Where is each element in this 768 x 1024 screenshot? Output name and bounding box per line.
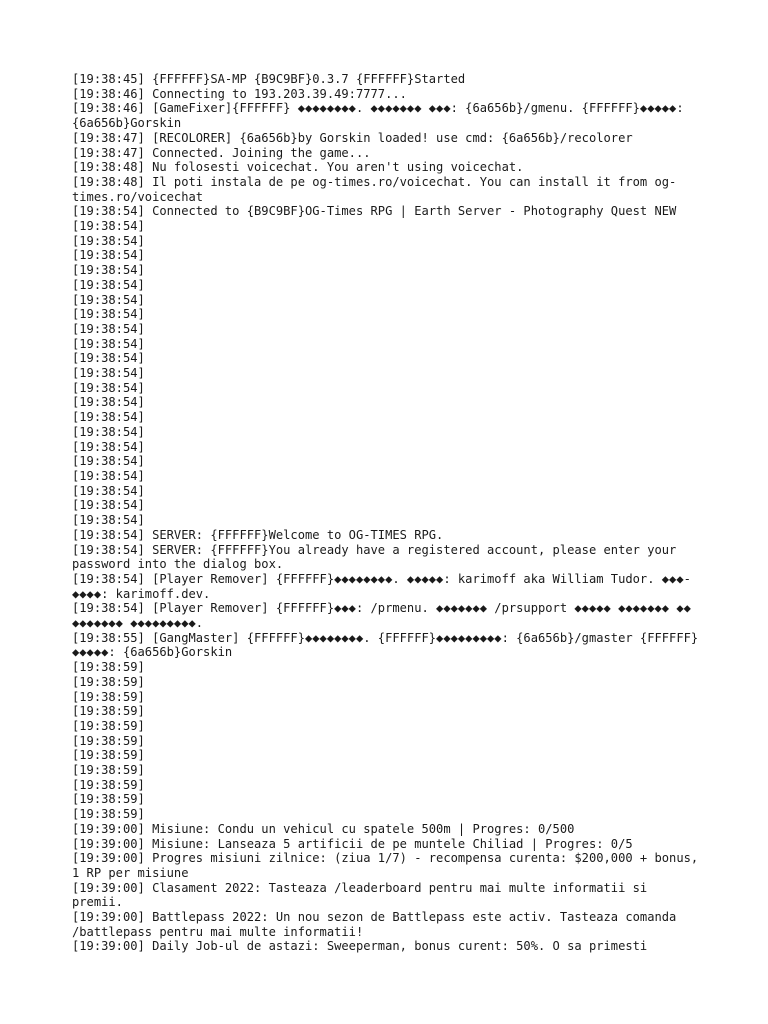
log-line: [19:38:59]	[72, 777, 145, 792]
log-line: [19:38:54]	[72, 395, 145, 410]
log-line: [19:38:54]	[72, 292, 145, 307]
log-line: [19:39:00] Battlepass 2022: Un nou sezon de Battlepass este activ. Tasteaza comanda /battlepass pentru mai multe informatii!	[72, 910, 684, 939]
log-line: [19:38:55] [GangMaster] {FFFFFF}◆◆◆◆◆◆◆◆. {FFFFFF}◆◆◆◆◆◆◆◆◆: {6a656b}/gmaster {FFFFFF}◆◆◆◆◆: {6a656b}Gorskin	[72, 630, 699, 660]
log-line: [19:38:54] [Player Remover] {FFFFFF}◆◆◆◆◆◆◆◆. ◆◆◆◆◆: karimoff aka William Tudor. ◆◆◆-◆◆◆◆: karimoff.dev.	[72, 571, 691, 601]
log-line: [19:38:54]	[72, 233, 145, 248]
log-line: [19:38:48] Nu folosesti voicechat. You aren't using voicechat.	[72, 160, 524, 175]
log-line: [19:38:59]	[72, 689, 145, 704]
log-line: [19:38:54]	[72, 424, 145, 439]
log-line: [19:39:00] Clasament 2022: Tasteaza /leaderboard pentru mai multe informatii si premii.	[72, 880, 655, 910]
log-line: [19:38:54]	[72, 454, 145, 469]
log-line: [19:38:59]	[72, 718, 145, 733]
log-line: [19:38:54]	[72, 321, 145, 336]
log-line: [19:38:59]	[72, 763, 145, 778]
log-line: [19:38:59]	[72, 733, 145, 748]
log-line: [19:38:59]	[72, 792, 145, 807]
log-line: [19:38:54] SERVER: {FFFFFF}Welcome to OG-TIMES RPG.	[72, 527, 444, 542]
log-line: [19:38:54]	[72, 380, 145, 395]
log-line: [19:38:54]	[72, 439, 145, 454]
log-line: [19:39:00] Misiune: Lanseaza 5 artificii de pe muntele Chiliad | Progres: 0/5	[72, 836, 633, 851]
log-line: [19:38:54] Connected to {B9C9BF}OG-Times RPG | Earth Server - Photography Quest NEW	[72, 204, 677, 219]
log-line: [19:38:45] {FFFFFF}SA-MP {B9C9BF}0.3.7 {FFFFFF}Started	[72, 72, 466, 86]
log-line: [19:38:54]	[72, 366, 145, 381]
log-line: [19:38:46] [GameFixer]{FFFFFF} ◆◆◆◆◆◆◆◆. ◆◆◆◆◆◆◆ ◆◆◆: {6a656b}/gmenu. {FFFFFF}◆◆◆◆◆: {6a656b}Gorskin	[72, 101, 691, 131]
log-line: [19:38:54]	[72, 263, 145, 278]
log-line: [19:38:47] [RECOLORER] {6a656b}by Gorskin loaded! use cmd: {6a656b}/recolorer	[72, 130, 633, 145]
log-line: [19:39:00] Misiune: Condu un vehicul cu spatele 500m | Progres: 0/500	[72, 821, 575, 836]
log-line: [19:38:54]	[72, 307, 145, 322]
log-line: [19:38:54]	[72, 219, 145, 234]
log-line: [19:38:54] [Player Remover] {FFFFFF}◆◆◆: /prmenu. ◆◆◆◆◆◆◆ /prsupport ◆◆◆◆◆ ◆◆◆◆◆◆◆ ◆◆ ◆◆◆◆◆◆◆ ◆◆◆◆◆◆◆◆◆.	[72, 601, 699, 631]
log-line: [19:38:59]	[72, 748, 145, 763]
log-line: [19:38:54]	[72, 483, 145, 498]
log-line: [19:38:54] SERVER: {FFFFFF}You already have a registered account, please enter your password into the dialog box.	[72, 542, 684, 572]
log-line: [19:38:59]	[72, 807, 145, 822]
log-line: [19:38:54]	[72, 498, 145, 513]
log-line: [19:39:00] Daily Job-ul de astazi: Sweeperman, bonus curent: 50%. O sa primesti	[72, 939, 648, 954]
log-line: [19:38:59]	[72, 660, 145, 675]
log-line: [19:39:00] Progres misiuni zilnice: (ziua 1/7) - recompensa curenta: $200,000 + bonus, 1 RP per misiune	[72, 851, 706, 880]
log-line: [19:38:54]	[72, 513, 145, 528]
log-line: [19:38:54]	[72, 410, 145, 425]
log-line: [19:38:59]	[72, 704, 145, 719]
log-line: [19:38:54]	[72, 351, 145, 366]
log-line: [19:38:46] Connecting to 193.203.39.49:7777...	[72, 86, 407, 101]
log-line: [19:38:59]	[72, 674, 145, 689]
log-line: [19:38:48] Il poti instala de pe og-times.ro/voicechat. You can install it from og-times.ro/voicechat	[72, 174, 677, 204]
chat-log	[72, 72, 704, 954]
log-line: [19:38:54]	[72, 468, 145, 483]
log-line: [19:38:54]	[72, 277, 145, 292]
log-line: [19:38:47] Connected. Joining the game...	[72, 145, 371, 160]
log-line: [19:38:54]	[72, 336, 145, 351]
log-line: [19:38:54]	[72, 248, 145, 263]
